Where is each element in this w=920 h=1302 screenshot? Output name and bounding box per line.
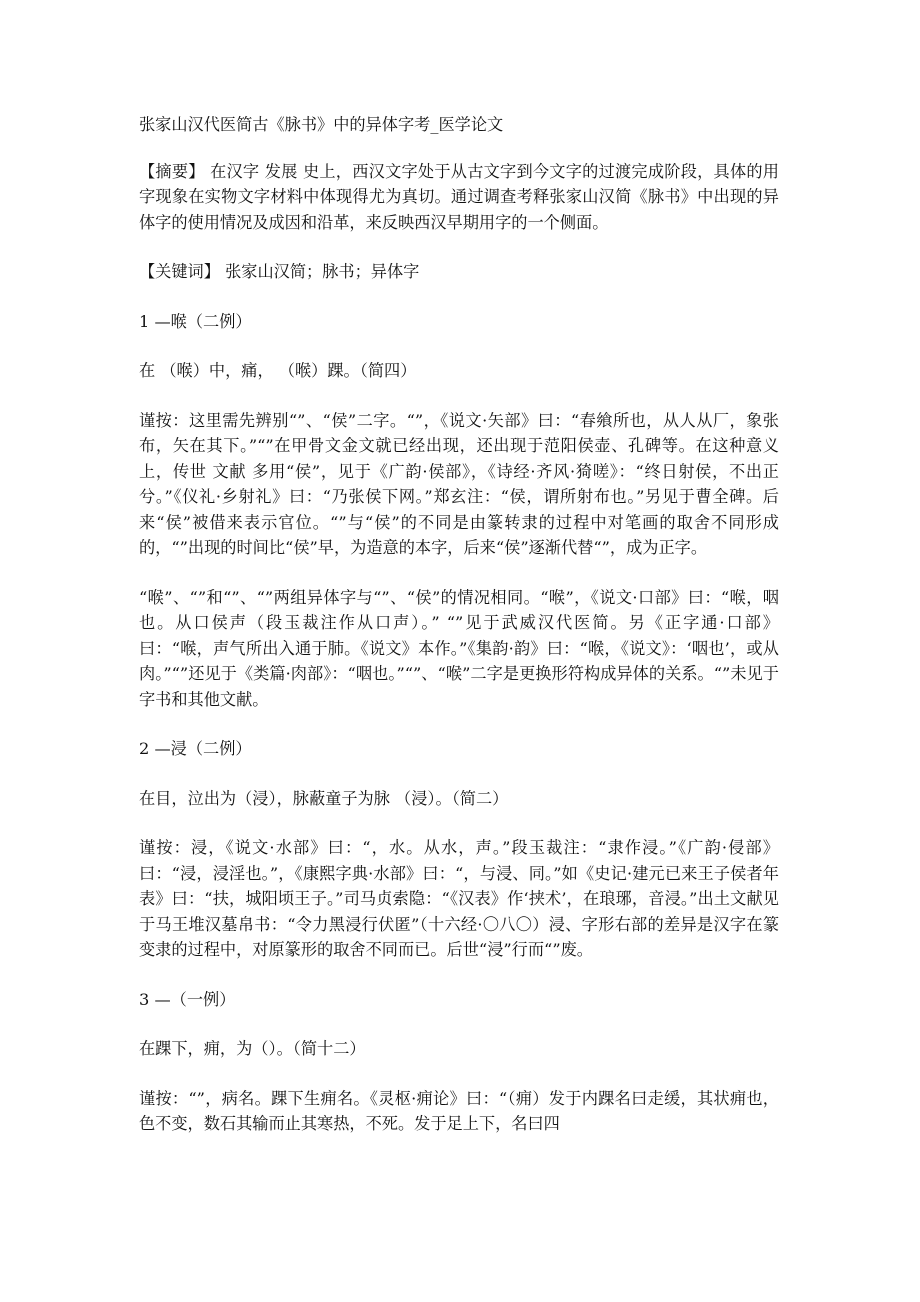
section-2-note: 谨按：浸，《说文·水部》曰：“，水。从水，声。”段玉裁注：“隶作浸。”《广韵·侵部》曰：“浸，浸淫也。”，《康熙字典·水部》曰：“，与浸、同。”如《史记·建元已来王子侯者年表》曰：“扶，城阳顷王子。”司马贞索隐：“《汉表》作‘挟术’，在琅琊，音浸。”出土文献见于马王堆汉墓帛书：“令力黑浸行伏匿”（十六经·〇八〇）浸、字形右部的差异是汉字在篆变隶的过程中，对原篆形的取舍不同而已。后世“浸”行而“”废。 — [139, 838, 779, 959]
section-1-example: 在 （喉）中，痛， （喉）踝。（简四） — [139, 361, 417, 380]
section-1-heading: 1 —喉（二例） — [139, 311, 252, 331]
section-2-example: 在目，泣出为（浸），脉蔽童子为脉 （浸）。（简二） — [139, 788, 509, 808]
section-2-heading: 2 —浸（二例） — [139, 739, 252, 758]
section-1-note-1: 谨按：这里需先辨别“”、“侯”二字。“”，《说文·矢部》曰：“春飨所也，从人从厂，象张布，矢在其下。”“”在甲骨文金文就已经出现，还出现于范阳侯壶、孔碑等。在这种意义上，传世 文献 多用“侯”，见于《广韵·侯部》，《诗经·齐风·猗嗟》：“终日射侯，不出正兮。”《仪礼·乡射礼》曰：“乃张侯下网。”郑玄注：“侯，谓所射布也。”另见于曹全碑。后来“侯”被借来表示官位。“”与“侯”的不同是由篆转隶的过程中对笔画的取舍不同形成的，“”出现的时间比“侯”早，为造意的本字，后来“侯”逐渐代替“”，成为正字。 — [139, 410, 779, 557]
section-3-note: 谨按：“”，病名。踝下生痈名。《灵枢·痈论》曰：“（痈）发于内踝名曰走缓，其状痈也，色不变，数石其输而止其寒热，不死。发于足上下，名曰四 — [139, 1088, 779, 1133]
section-1-note-2: “喉”、“”和“”、“”两组异体字与“”、“侯”的情况相同。“喉”，《说文·口部》曰：“喉，咽也。从口侯声（段玉裁注作从口声）。” “”见于武威汉代医简。另《正字通·口部》曰：“喉，声气所出入通于肺。《说文》本作。”《集韵·韵》曰：“喉，《说文》：‘咽也’，或从肉。”“”还见于《类篇·肉部》：“咽也。”“”、“喉”二字是更换形符构成异体的关系。“”未见于字书和其他文献。 — [139, 587, 779, 709]
keywords-paragraph: 【关键词】 张家山汉简；脉书；异体字 — [139, 262, 420, 281]
abstract-paragraph: 【摘要】 在汉字 发展 史上，西汉文字处于从古文字到今文字的过渡完成阶段，具体的用字现象在实物文字材料中体现得尤为真切。通过调查考释张家山汉简《脉书》中出现的异体字的使用情况及成因和沿革，来反映西汉早期用字的一个侧面。 — [139, 161, 779, 232]
section-3-heading: 3 —（一例） — [139, 989, 236, 1009]
document-title: 张家山汉代医简古《脉书》中的异体字考_医学论文 — [139, 115, 504, 134]
section-3-example: 在踝下，痈，为（）。（简十二） — [139, 1039, 366, 1058]
